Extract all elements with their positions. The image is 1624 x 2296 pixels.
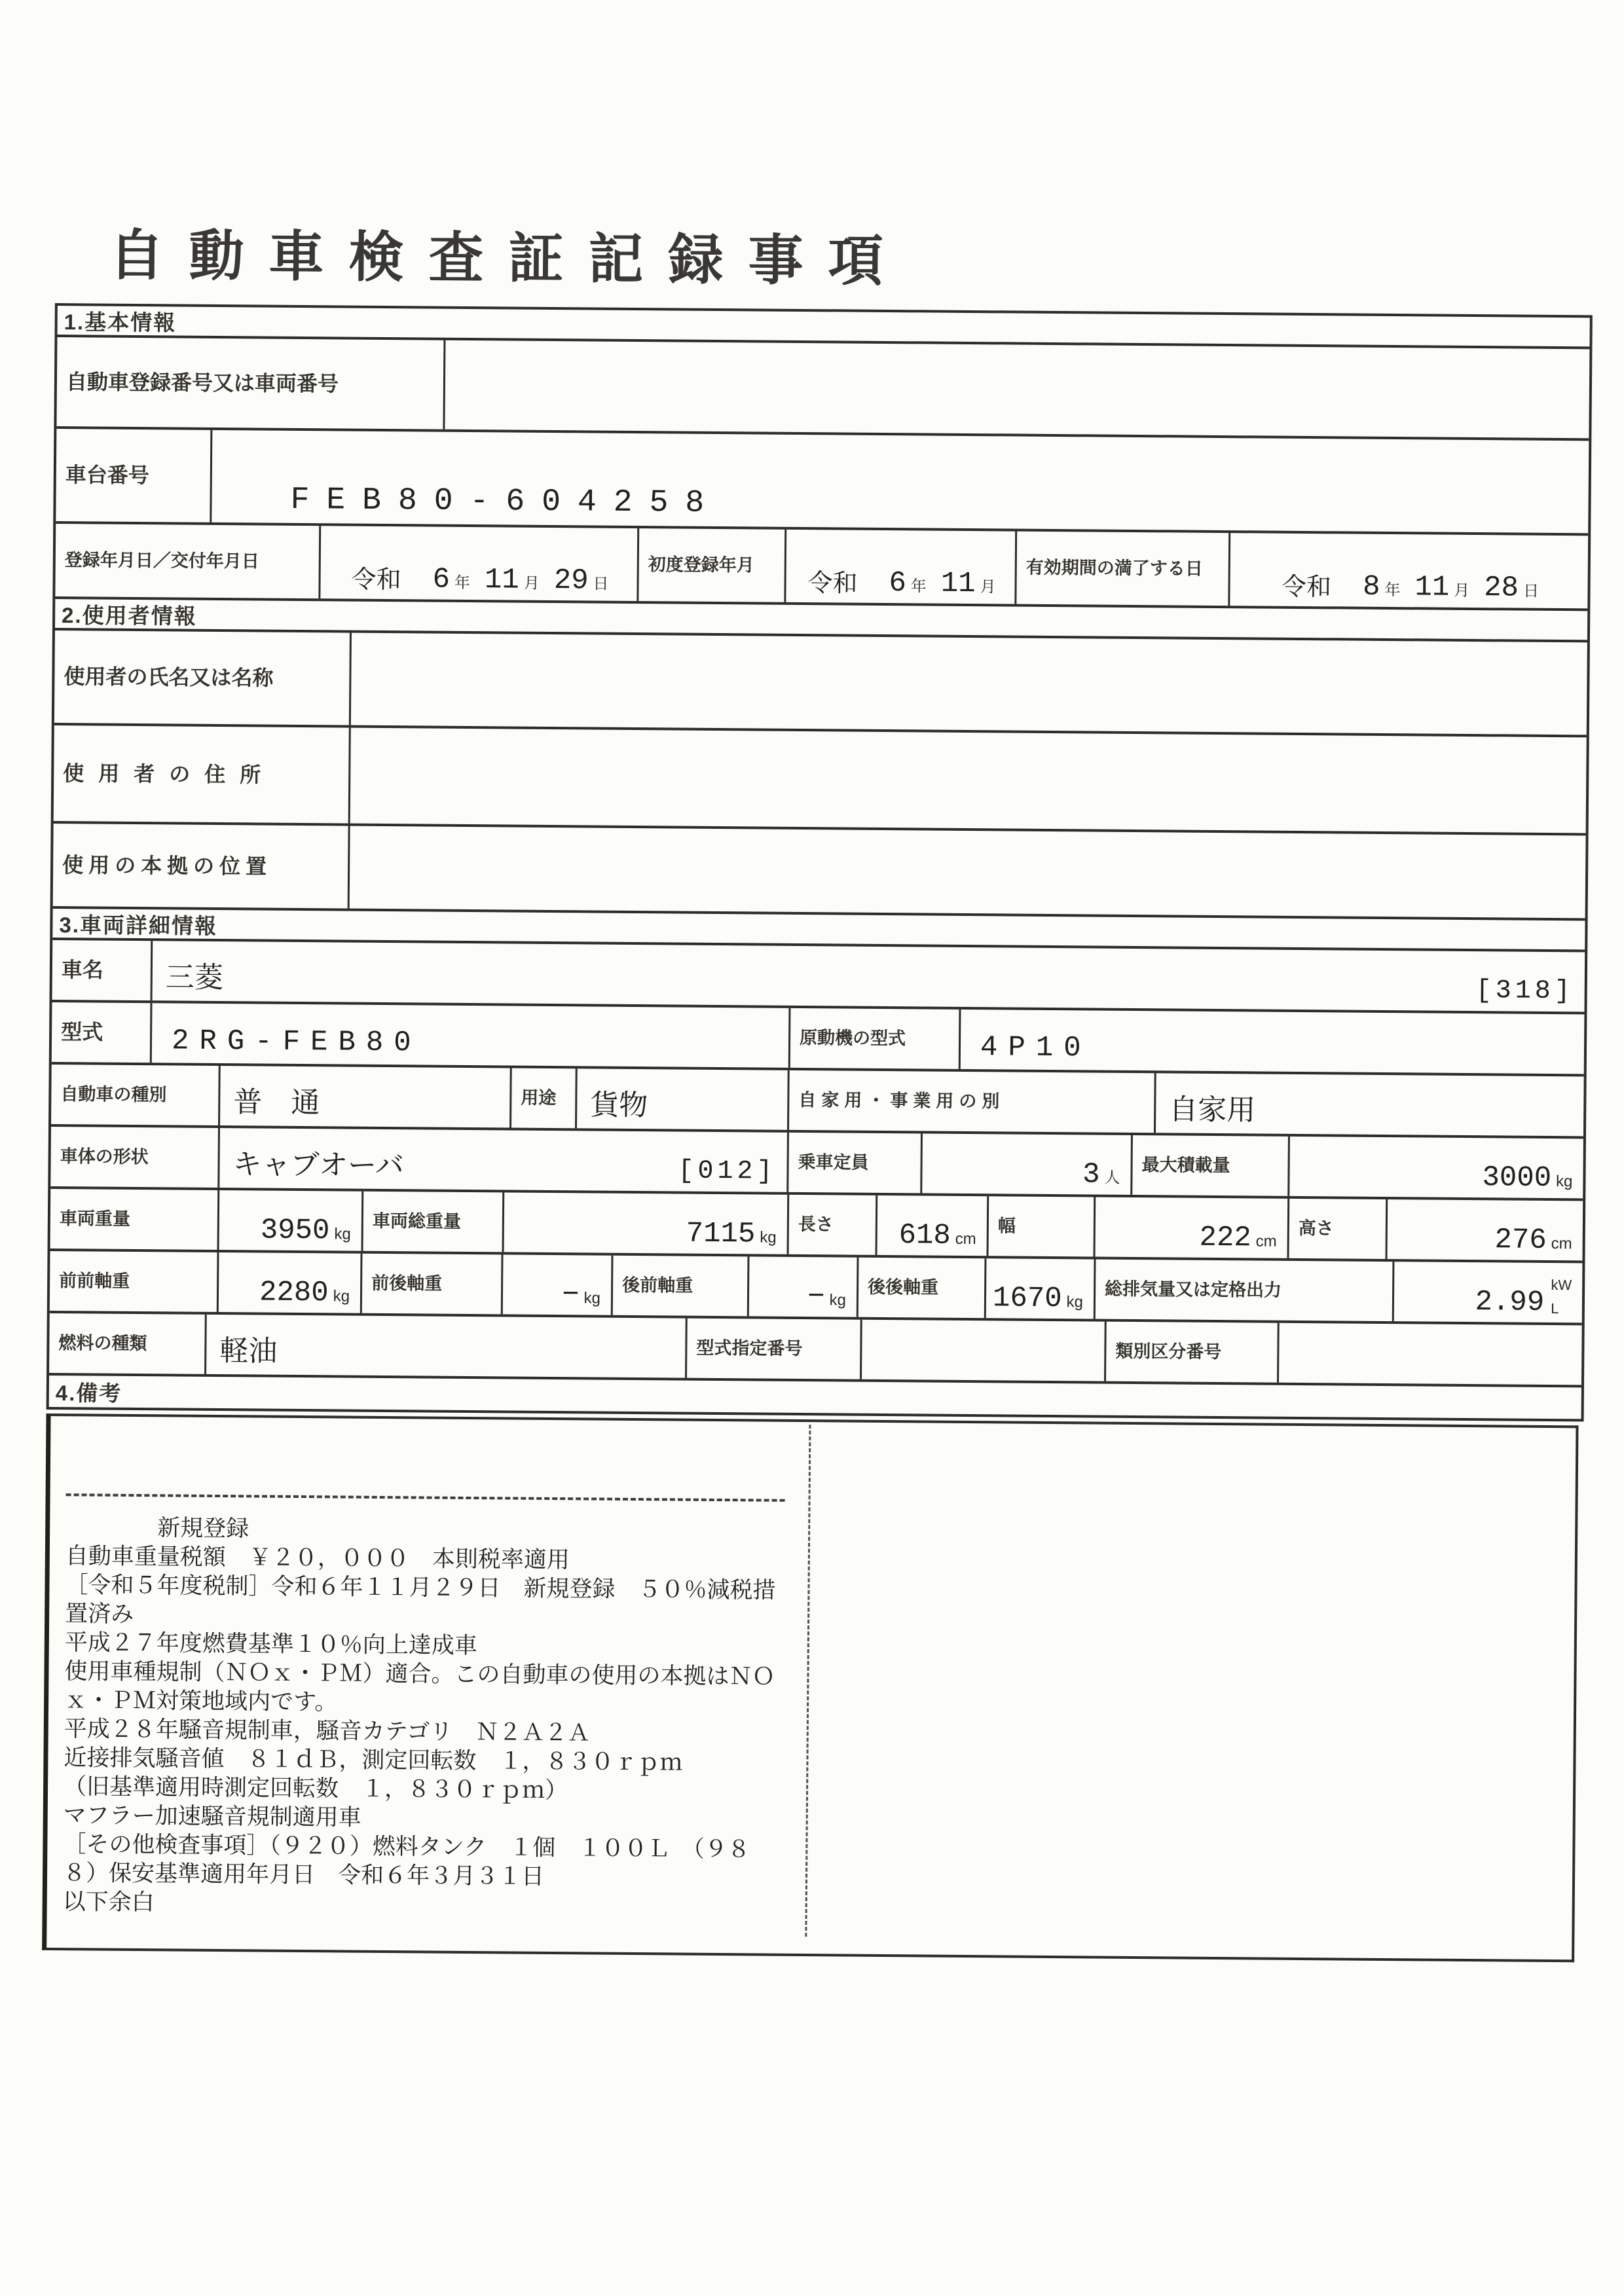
unit: kg <box>760 1228 777 1247</box>
front-front-axle-label: 前前軸重 <box>59 1271 130 1291</box>
remark-line: 近接排気騒音値 ８１ｄＢ，測定回転数 １，８３０ｒｐｍ <box>64 1745 683 1776</box>
remark-line: ８）保安基準適用年月日 令和６年３月３１日 <box>62 1860 545 1889</box>
month-segment <box>940 567 996 601</box>
unit: kg <box>333 1287 350 1305</box>
max-load-label: 最大積載量 <box>1130 1135 1288 1196</box>
number: 3950 <box>260 1214 330 1248</box>
body-shape-code: [012] <box>678 1156 777 1187</box>
vehicle-weight-value <box>217 1190 362 1251</box>
fuel-type-value: 軽油 <box>204 1315 686 1378</box>
remarks-dashed-rule <box>66 1493 785 1502</box>
section-2-header: 2.使用者情報 <box>55 599 1587 642</box>
row-weights-dimensions <box>50 1189 1583 1263</box>
section-1-header: 1.基本情報 <box>57 306 1589 349</box>
document-content <box>42 211 1591 1962</box>
unit: kg <box>1555 1173 1573 1191</box>
front-rear-axle-label: 前後軸重 <box>360 1254 502 1315</box>
unit-kw: kW <box>1551 1276 1572 1294</box>
number: 2.99 <box>1475 1286 1545 1319</box>
section-4-header: 4.備考 <box>55 1380 122 1406</box>
section-3-header: 3.車両詳細情報 <box>52 909 1585 952</box>
class-category-label: 類別区分番号 <box>1104 1322 1278 1383</box>
vehicle-kind-label: 自動車の種別 <box>60 1084 167 1105</box>
class-category-value <box>1277 1323 1582 1385</box>
day-unit: 日 <box>1522 582 1540 600</box>
month-segment <box>1414 573 1469 602</box>
remarks-vertical-divider <box>805 1425 811 1937</box>
private-business-value: 自家用 <box>1154 1073 1584 1136</box>
month-segment <box>485 566 540 595</box>
number: − <box>562 1279 580 1312</box>
rear-front-axle-value <box>747 1256 857 1317</box>
remark-line: ［令和５年度税制］令和６年１１月２９日 新規登録 ５０％減税措 <box>65 1572 776 1603</box>
user-address-value <box>348 728 1587 833</box>
row-fuel-type <box>49 1313 1582 1387</box>
model-value: 2RG-FEB80 <box>150 1003 789 1068</box>
max-load-value <box>1287 1137 1583 1199</box>
user-address-label: 使用者の住所 <box>63 761 276 787</box>
era-text: 令和 <box>807 570 858 598</box>
car-name-label: 車名 <box>61 958 104 982</box>
vehicle-weight-label: 車両重量 <box>59 1209 131 1229</box>
front-rear-axle-value <box>501 1254 612 1315</box>
fuel-type-label: 燃料の種類 <box>58 1333 147 1354</box>
unit: cm <box>1255 1232 1277 1250</box>
gross-weight-label: 車両総重量 <box>361 1192 503 1252</box>
number: − <box>807 1281 825 1314</box>
number: 222 <box>1199 1221 1251 1255</box>
body-shape-value-cell <box>217 1128 787 1192</box>
engine-model-label: 原動機の型式 <box>788 1008 959 1069</box>
rear-front-axle-label: 後前軸重 <box>611 1256 748 1317</box>
unit-l: L <box>1551 1300 1559 1317</box>
era-text: 令和 <box>351 566 401 594</box>
year-number: 6 <box>432 563 451 596</box>
year-number: 8 <box>1362 570 1380 604</box>
number: 3 <box>1082 1158 1100 1192</box>
document-title: 自動車検査証記録事項 <box>109 225 908 293</box>
width-value <box>1094 1197 1288 1258</box>
row-vehicle-kind <box>51 1065 1584 1139</box>
unit: cm <box>955 1230 976 1248</box>
unit: 人 <box>1104 1169 1120 1187</box>
row-car-name <box>52 940 1585 1014</box>
seating-capacity-label: 乗車定員 <box>786 1133 921 1194</box>
height-label: 高さ <box>1287 1199 1386 1259</box>
remark-line: （旧基準適用時測定回転数 １，８３０ｒｐｍ） <box>63 1774 568 1804</box>
row-body-shape <box>50 1127 1583 1201</box>
remark-line: ［その他検査事項］（９２０）燃料タンク １個 １００Ｌ （９８ <box>63 1831 750 1863</box>
remark-line: 自動車重量税額 ￥２０，０００ 本則税率適用 <box>65 1543 570 1573</box>
unit: kg <box>334 1225 351 1243</box>
month-unit: 月 <box>523 574 540 592</box>
displacement-value <box>1392 1262 1583 1322</box>
use-type-value: 貨物 <box>575 1068 788 1130</box>
front-front-axle-value <box>217 1252 361 1313</box>
number: 276 <box>1494 1224 1547 1257</box>
expiry-date-label: 有効期間の満了する日 <box>1014 532 1228 606</box>
first-registration-value <box>784 530 1015 604</box>
row-chassis-number <box>56 429 1589 536</box>
number: 1670 <box>992 1282 1062 1316</box>
registration-date-value <box>318 526 637 601</box>
remark-line: マフラー加速騒音規制適用車 <box>63 1802 361 1831</box>
row-user-base-location <box>53 824 1586 920</box>
private-business-label: 自家用・事業用の別 <box>787 1070 1154 1133</box>
type-designation-label: 型式指定番号 <box>685 1319 860 1379</box>
rear-rear-axle-value <box>984 1258 1094 1319</box>
remark-line: 置済み <box>65 1601 134 1628</box>
remark-line: ｘ・ＰＭ対策地域内です。 <box>64 1687 338 1715</box>
number: 2280 <box>259 1276 329 1310</box>
gross-weight-value <box>502 1192 788 1254</box>
remarks-text-block <box>47 1416 794 1922</box>
length-value <box>876 1195 987 1256</box>
remark-line: 平成２７年度燃費基準１０％向上達成車 <box>64 1630 477 1659</box>
month-unit: 月 <box>980 578 996 596</box>
remark-line: 平成２８年騒音規制車，騒音カテゴリ Ｎ２Ａ２Ａ <box>64 1716 591 1746</box>
user-name-value <box>349 633 1587 735</box>
day-segment <box>554 566 609 596</box>
remark-line: 以下余白 <box>62 1889 155 1916</box>
engine-model-value: 4P10 <box>959 1010 1585 1074</box>
year-unit: 年 <box>910 577 927 596</box>
user-base-location-value <box>348 826 1586 919</box>
remark-line: 使用車種規制（ＮＯｘ・ＰＭ）適合。この自動車の使用の本拠はＮＯ <box>64 1658 775 1690</box>
row-registration-dates <box>55 524 1588 611</box>
year-unit: 年 <box>454 574 471 592</box>
year-unit: 年 <box>1384 581 1401 600</box>
vehicle-kind-value: 普 通 <box>218 1066 510 1127</box>
month-number: 11 <box>940 567 976 601</box>
car-name-code: [318] <box>1475 976 1574 1007</box>
unit: kg <box>829 1291 847 1309</box>
body-shape-value: キャブオーバ <box>232 1148 405 1182</box>
number: 618 <box>898 1219 951 1252</box>
chassis-number-label: 車台番号 <box>65 463 149 488</box>
rear-rear-axle-label: 後後軸重 <box>857 1258 985 1319</box>
unit: cm <box>1551 1234 1572 1253</box>
row-model <box>52 1002 1585 1076</box>
registration-date-label: 登録年月日／交付年月日 <box>64 550 259 572</box>
remark-line: 新規登録 <box>65 1514 249 1542</box>
first-registration-label: 初度登録年月 <box>637 528 784 602</box>
number: 7115 <box>686 1217 756 1251</box>
user-base-location-label: 使用の本拠の位置 <box>62 852 272 879</box>
row-user-name <box>54 630 1587 737</box>
length-label: 長さ <box>787 1195 876 1255</box>
day-unit: 日 <box>593 575 609 593</box>
year-segment <box>432 563 471 596</box>
year-number: 6 <box>889 567 907 600</box>
user-name-label: 使用者の氏名又は名称 <box>64 665 274 690</box>
day-segment <box>1484 574 1539 603</box>
height-value <box>1385 1199 1583 1260</box>
registration-number-value <box>443 340 1589 439</box>
inspection-record-table <box>46 303 1593 1421</box>
row-user-address <box>54 725 1587 835</box>
body-shape-label: 車体の形状 <box>60 1146 149 1167</box>
row-axle-weights <box>50 1251 1583 1325</box>
chassis-number-value: FEB80-604258 <box>210 430 1589 534</box>
car-name-value-cell <box>151 941 1585 1011</box>
day-number: 28 <box>1484 572 1519 605</box>
row-registration-number <box>56 337 1589 441</box>
model-label: 型式 <box>61 1020 103 1044</box>
unit: kg <box>583 1289 601 1307</box>
registration-number-label: 自動車登録番号又は車両番号 <box>65 369 339 395</box>
car-name-value: 三菱 <box>165 961 223 994</box>
era-text: 令和 <box>1281 573 1332 602</box>
month-unit: 月 <box>1454 581 1470 600</box>
seating-capacity-value <box>920 1133 1131 1195</box>
unit: kg <box>1066 1293 1084 1311</box>
remarks-box <box>42 1413 1578 1962</box>
type-designation-value <box>860 1320 1105 1381</box>
width-label: 幅 <box>987 1196 1094 1256</box>
month-number: 11 <box>1414 571 1450 604</box>
day-number: 29 <box>553 564 589 598</box>
year-segment <box>889 569 927 598</box>
displacement-label: 総排気量又は定格出力 <box>1094 1260 1393 1322</box>
month-number: 11 <box>484 564 519 597</box>
unit-stack <box>1551 1278 1572 1316</box>
number: 3000 <box>1482 1161 1552 1195</box>
year-segment <box>1362 570 1401 604</box>
expiry-date-value <box>1228 533 1588 608</box>
use-type-label: 用途 <box>509 1068 576 1128</box>
